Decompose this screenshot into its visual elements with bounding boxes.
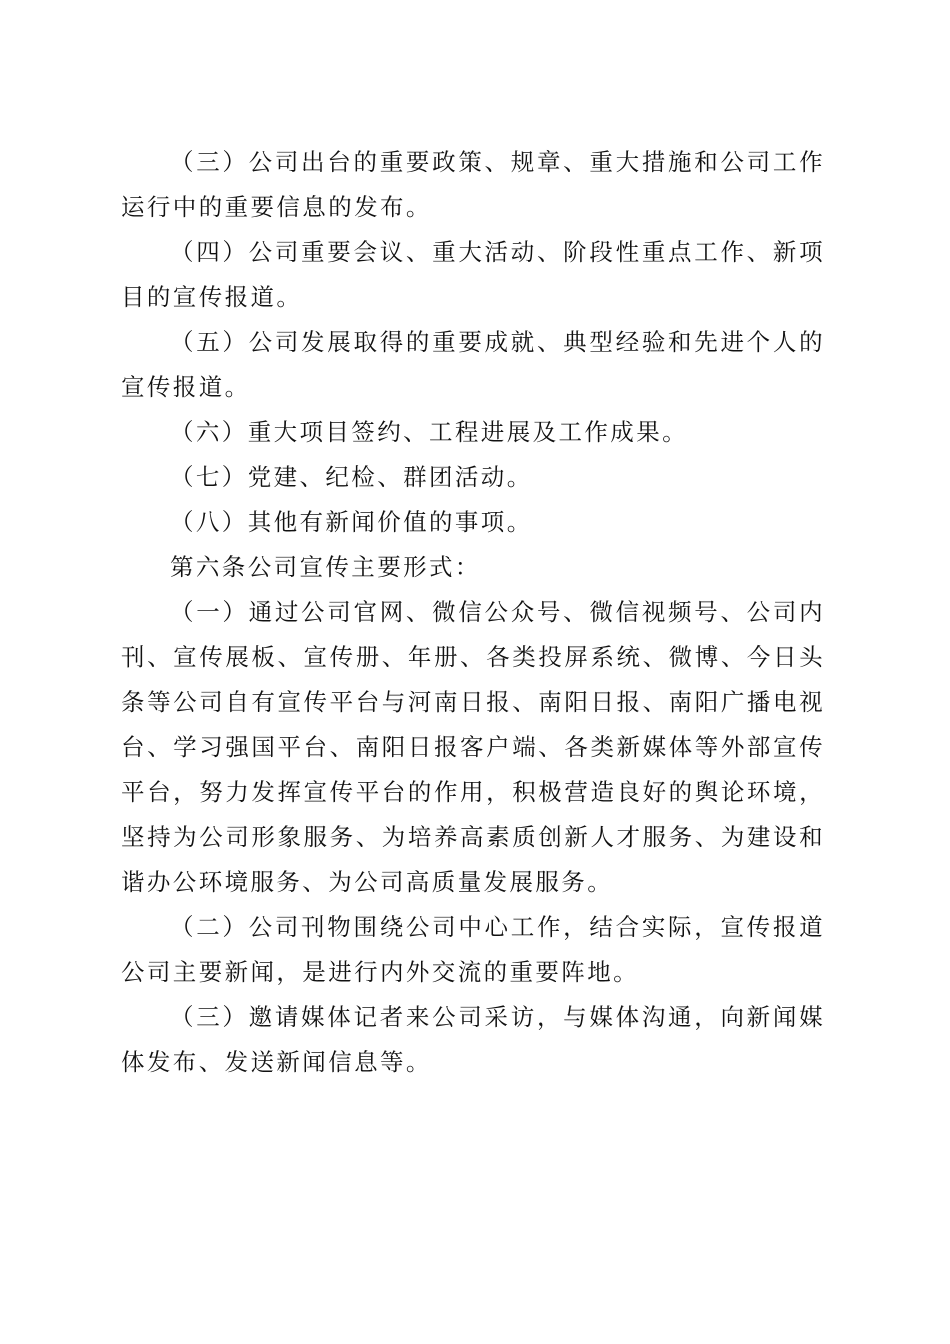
paragraph-item-3-policy-release: （三）公司出台的重要政策、规章、重大措施和公司工作运行中的重要信息的发布。 (121, 148, 825, 221)
paragraph-form-3-media-interviews: （三）邀请媒体记者来公司采访，与媒体沟通，向新闻媒体发布、发送新闻信息等。 (121, 1003, 825, 1076)
paragraph-form-1-platforms: （一）通过公司官网、微信公众号、微信视频号、公司内刊、宣传展板、宣传册、年册、各类投屏系统、微博、今日头条等公司自有宣传平台与河南日报、南阳日报、南阳广播电视台、学习强国平台、南阳日报客户端、各类新媒体等外部宣传平台，努力发挥宣传平台的作用，积极营造良好的舆论环境，坚持为公司形象服务、为培养高素质创新人才服务、为建设和谐办公环境服务、为公司高质量发展服务。 (121, 598, 825, 896)
document-body (121, 140, 825, 1085)
paragraph-item-5-achievement-coverage: （五）公司发展取得的重要成就、典型经验和先进个人的宣传报道。 (121, 328, 825, 401)
article-6-heading: 第六条公司宣传主要形式： (170, 553, 481, 581)
paragraph-item-8-other-news: （八）其他有新闻价值的事项。 (170, 508, 533, 536)
paragraph-form-2-publications: （二）公司刊物围绕公司中心工作，结合实际，宣传报道公司主要新闻，是进行内外交流的重要阵地。 (121, 913, 825, 986)
paragraph-item-6-project-signing: （六）重大项目签约、工程进展及工作成果。 (170, 418, 688, 446)
paragraph-item-4-meeting-coverage: （四）公司重要会议、重大活动、阶段性重点工作、新项目的宣传报道。 (121, 238, 825, 311)
paragraph-item-7-party-activities: （七）党建、纪检、群团活动。 (170, 463, 533, 491)
